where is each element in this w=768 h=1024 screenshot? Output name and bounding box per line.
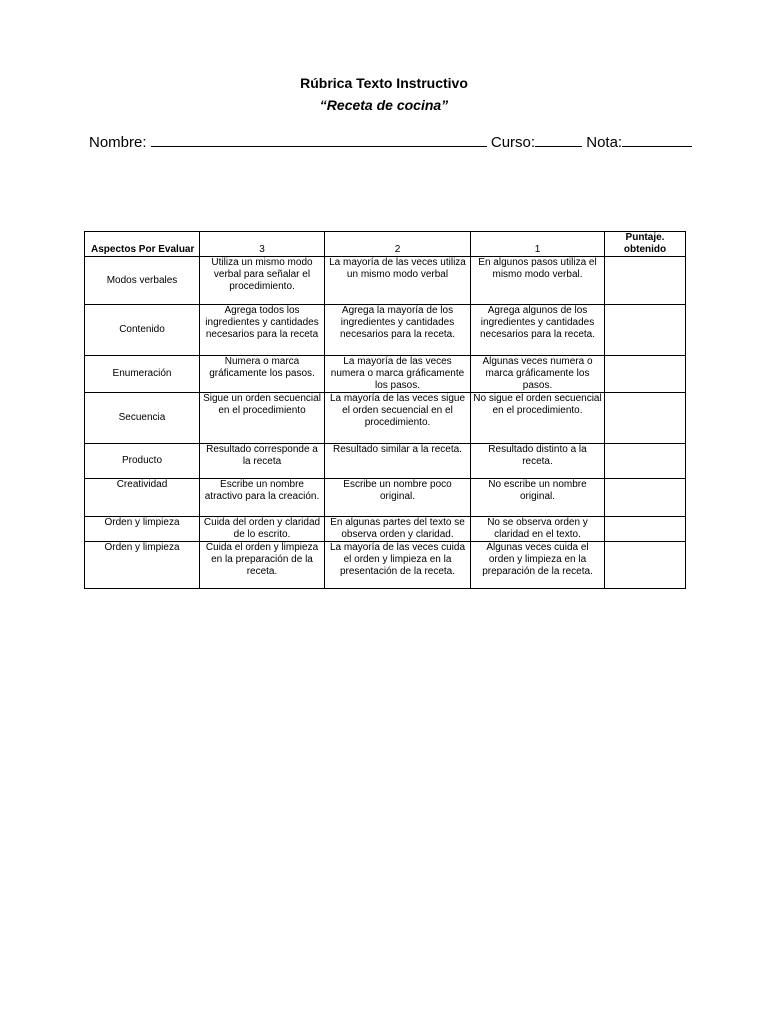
nombre-blank[interactable]: [151, 131, 487, 147]
level-2-cell: La mayoría de las veces numera o marca gráficamente los pasos.: [325, 356, 471, 393]
level-3-cell: Sigue un orden secuencial en el procedimiento: [200, 393, 325, 444]
level-1-cell: Algunas veces cuida el orden y limpieza en la preparación de la receta.: [471, 542, 605, 589]
score-cell[interactable]: [605, 479, 686, 517]
aspect-cell: Enumeración: [85, 356, 200, 393]
level-2-cell: La mayoría de las veces utiliza un mismo modo verbal: [325, 257, 471, 305]
level-1-cell: En algunos pasos utiliza el mismo modo verbal.: [471, 257, 605, 305]
page-subtitle: “Receta de cocina”: [319, 97, 449, 113]
aspect-cell: Producto: [85, 444, 200, 479]
score-cell[interactable]: [605, 305, 686, 356]
score-cell[interactable]: [605, 393, 686, 444]
table-row: [85, 517, 686, 542]
nota-blank[interactable]: [622, 131, 692, 147]
level-3-cell: Utiliza un mismo modo verbal para señalar el procedimiento.: [200, 257, 325, 305]
nota-label: Nota:: [586, 134, 623, 151]
level-3-cell: Cuida del orden y claridad de lo escrito.: [200, 517, 325, 542]
rubric-table: [84, 231, 686, 589]
level-3-cell: Cuida el orden y limpieza en la preparación de la receta.: [200, 542, 325, 589]
student-info-line: [89, 131, 692, 152]
aspect-cell: Modos verbales: [85, 257, 200, 305]
table-row: [85, 356, 686, 393]
header-aspect: Aspectos Por Evaluar: [85, 232, 200, 257]
level-3-cell: Resultado corresponde a la receta: [200, 444, 325, 479]
score-cell[interactable]: [605, 542, 686, 589]
aspect-cell: Orden y limpieza: [85, 517, 200, 542]
page-title: Rúbrica Texto Instructivo: [300, 75, 468, 91]
table-row: [85, 444, 686, 479]
aspect-cell: Creatividad: [85, 479, 200, 517]
aspect-cell: Contenido: [85, 305, 200, 356]
aspect-cell: Secuencia: [85, 393, 200, 444]
curso-blank[interactable]: [535, 131, 582, 147]
header-score: Puntaje. obtenido: [605, 232, 686, 257]
level-1-cell: No se observa orden y claridad en el texto.: [471, 517, 605, 542]
level-1-cell: Resultado distinto a la receta.: [471, 444, 605, 479]
table-row: [85, 393, 686, 444]
table-row: [85, 305, 686, 356]
level-1-cell: No escribe un nombre original.: [471, 479, 605, 517]
level-2-cell: Escribe un nombre poco original.: [325, 479, 471, 517]
aspect-cell: Orden y limpieza: [85, 542, 200, 589]
level-3-cell: Escribe un nombre atractivo para la creación.: [200, 479, 325, 517]
level-2-cell: La mayoría de las veces cuida el orden y limpieza en la presentación de la receta.: [325, 542, 471, 589]
level-2-cell: En algunas partes del texto se observa orden y claridad.: [325, 517, 471, 542]
table-row: [85, 479, 686, 517]
score-cell[interactable]: [605, 517, 686, 542]
table-row: [85, 542, 686, 589]
curso-label: Curso:: [490, 134, 536, 151]
nombre-label: Nombre:: [89, 134, 147, 151]
level-1-cell: Agrega algunos de los ingredientes y cantidades necesarios para la receta.: [471, 305, 605, 356]
header-level-3: 3: [200, 232, 325, 257]
header-level-1: 1: [471, 232, 605, 257]
level-2-cell: Agrega la mayoría de los ingredientes y cantidades necesarios para la receta.: [325, 305, 471, 356]
level-2-cell: La mayoría de las veces sigue el orden secuencial en el procedimiento.: [325, 393, 471, 444]
level-3-cell: Agrega todos los ingredientes y cantidades necesarios para la receta: [200, 305, 325, 356]
score-cell[interactable]: [605, 356, 686, 393]
header-level-2: 2: [325, 232, 471, 257]
rubric-header-row: [85, 232, 686, 257]
level-3-cell: Numera o marca gráficamente los pasos.: [200, 356, 325, 393]
table-row: [85, 257, 686, 305]
score-cell[interactable]: [605, 257, 686, 305]
level-1-cell: No sigue el orden secuencial en el procedimiento.: [471, 393, 605, 444]
level-2-cell: Resultado similar a la receta.: [325, 444, 471, 479]
level-1-cell: Algunas veces numera o marca gráficamente los pasos.: [471, 356, 605, 393]
score-cell[interactable]: [605, 444, 686, 479]
